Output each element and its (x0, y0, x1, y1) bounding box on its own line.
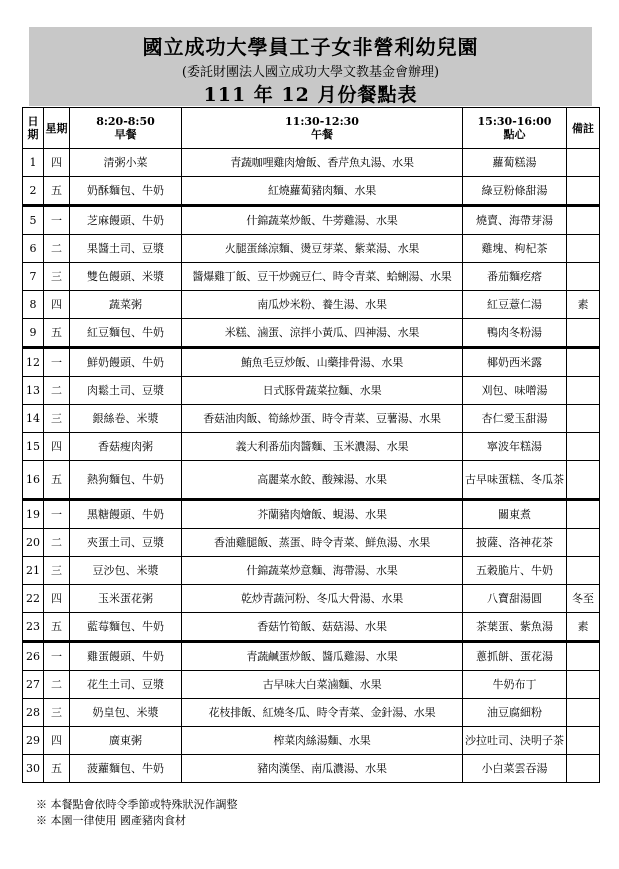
table-row (23, 149, 600, 177)
lunch-cell: 什錦蔬菜炒意麵、海帶湯、水果 (182, 557, 463, 585)
remark-cell (567, 149, 600, 177)
weekday-cell: 三 (44, 699, 70, 727)
date-header: 日 期 (23, 108, 44, 149)
breakfast-time: 8:20-8:50 (96, 115, 155, 128)
date-cell: 8 (23, 291, 44, 319)
weekday-cell: 三 (44, 405, 70, 433)
date-cell: 20 (23, 529, 44, 557)
remark-cell (567, 263, 600, 291)
lunch-time: 11:30-12:30 (285, 115, 359, 128)
lunch-cell: 高麗菜水餃、酸辣湯、水果 (182, 461, 463, 500)
remark-cell (567, 405, 600, 433)
breakfast-header (70, 108, 182, 149)
remark-cell (567, 319, 600, 348)
lunch-cell: 什錦蔬菜炒飯、牛蒡雞湯、水果 (182, 206, 463, 235)
table-row (23, 177, 600, 206)
weekday-cell: 四 (44, 585, 70, 613)
lunch-cell: 青蔬鹹蛋炒飯、醬瓜雞湯、水果 (182, 642, 463, 671)
breakfast-cell: 雙色饅頭、米漿 (70, 263, 182, 291)
breakfast-cell: 菠蘿麵包、牛奶 (70, 755, 182, 783)
snack-header (463, 108, 567, 149)
remark-cell (567, 206, 600, 235)
table-row (23, 348, 600, 377)
table-row (23, 755, 600, 783)
table-body (23, 149, 600, 783)
snack-cell: 寧波年糕湯 (463, 433, 567, 461)
date-cell: 29 (23, 727, 44, 755)
date-cell: 26 (23, 642, 44, 671)
lunch-cell: 日式豚骨蔬菜拉麵、水果 (182, 377, 463, 405)
weekday-cell: 一 (44, 500, 70, 529)
remark-cell (567, 235, 600, 263)
lunch-cell: 花枝排飯、紅燒冬瓜、時令青菜、金針湯、水果 (182, 699, 463, 727)
date-cell: 23 (23, 613, 44, 642)
snack-cell: 披薩、洛神花茶 (463, 529, 567, 557)
remark-cell: 冬至 (567, 585, 600, 613)
lunch-cell: 榨菜肉絲湯麵、水果 (182, 727, 463, 755)
breakfast-cell: 黑糖饅頭、牛奶 (70, 500, 182, 529)
breakfast-cell: 奶酥麵包、牛奶 (70, 177, 182, 206)
lunch-cell: 豬肉漢堡、南瓜濃湯、水果 (182, 755, 463, 783)
remark-cell (567, 348, 600, 377)
footnotes (36, 797, 238, 829)
snack-cell: 八寶甜湯圓 (463, 585, 567, 613)
remark-cell (567, 377, 600, 405)
table-row (23, 613, 600, 642)
snack-cell: 椰奶西米露 (463, 348, 567, 377)
snack-label: 點心 (503, 128, 526, 141)
lunch-header (182, 108, 463, 149)
weekday-cell: 四 (44, 291, 70, 319)
weekday-cell: 四 (44, 433, 70, 461)
snack-cell: 紅豆薏仁湯 (463, 291, 567, 319)
date-cell: 22 (23, 585, 44, 613)
table-row (23, 500, 600, 529)
date-cell: 19 (23, 500, 44, 529)
date-cell: 14 (23, 405, 44, 433)
remark-cell (567, 642, 600, 671)
date-cell: 27 (23, 671, 44, 699)
lunch-cell: 米糕、滷蛋、涼拌小黃瓜、四神湯、水果 (182, 319, 463, 348)
breakfast-cell: 清粥小菜 (70, 149, 182, 177)
weekday-cell: 五 (44, 755, 70, 783)
snack-cell: 綠豆粉條甜湯 (463, 177, 567, 206)
weekday-cell: 五 (44, 461, 70, 500)
snack-cell: 蔥抓餅、蛋花湯 (463, 642, 567, 671)
remark-cell (567, 433, 600, 461)
date-cell: 5 (23, 206, 44, 235)
snack-cell: 杏仁愛玉甜湯 (463, 405, 567, 433)
date-cell: 1 (23, 149, 44, 177)
snack-cell: 古早味蛋糕、冬瓜茶 (463, 461, 567, 500)
date-cell: 28 (23, 699, 44, 727)
remark-cell (567, 461, 600, 500)
snack-cell: 燒賣、海帶芽湯 (463, 206, 567, 235)
breakfast-cell: 雞蛋饅頭、牛奶 (70, 642, 182, 671)
footnote: ※ 本園一律使用 國產豬肉食材 (36, 814, 186, 827)
date-cell: 6 (23, 235, 44, 263)
footnote: ※ 本餐點會依時令季節或特殊狀況作調整 (36, 798, 238, 811)
remark-cell (567, 529, 600, 557)
snack-cell: 番茄麵疙瘩 (463, 263, 567, 291)
remark-cell (567, 671, 600, 699)
snack-cell: 刈包、味噌湯 (463, 377, 567, 405)
table-row (23, 235, 600, 263)
lunch-cell: 乾炒青蔬河粉、冬瓜大骨湯、水果 (182, 585, 463, 613)
lunch-cell: 鮪魚毛豆炒飯、山藥排骨湯、水果 (182, 348, 463, 377)
table-row (23, 263, 600, 291)
table-row (23, 461, 600, 500)
breakfast-cell: 香菇瘦肉粥 (70, 433, 182, 461)
menu-period: 111 年 12 月份餐點表 (203, 84, 418, 106)
weekday-cell: 五 (44, 319, 70, 348)
remark-cell: 素 (567, 613, 600, 642)
breakfast-cell: 廣東粥 (70, 727, 182, 755)
remark-cell (567, 177, 600, 206)
date-cell: 13 (23, 377, 44, 405)
snack-cell: 五穀脆片、牛奶 (463, 557, 567, 585)
snack-cell: 雞塊、枸杞茶 (463, 235, 567, 263)
table-row (23, 585, 600, 613)
lunch-cell: 義大利番茄肉醬麵、玉米濃湯、水果 (182, 433, 463, 461)
table-row (23, 727, 600, 755)
date-cell: 12 (23, 348, 44, 377)
breakfast-cell: 豆沙包、米漿 (70, 557, 182, 585)
lunch-label: 午餐 (311, 128, 333, 141)
table-row (23, 642, 600, 671)
lunch-cell: 香菇竹筍飯、菇菇湯、水果 (182, 613, 463, 642)
weekday-cell: 四 (44, 149, 70, 177)
organizer-subtitle: (委託財團法人國立成功大學文教基金會辦理) (181, 65, 440, 80)
remark-cell (567, 755, 600, 783)
remark-cell (567, 699, 600, 727)
table-row (23, 206, 600, 235)
breakfast-cell: 蔬菜粥 (70, 291, 182, 319)
breakfast-cell: 奶皇包、米漿 (70, 699, 182, 727)
breakfast-cell: 肉鬆土司、豆漿 (70, 377, 182, 405)
weekday-cell: 一 (44, 206, 70, 235)
snack-cell: 鴨肉冬粉湯 (463, 319, 567, 348)
weekday-cell: 一 (44, 642, 70, 671)
breakfast-cell: 紅豆麵包、牛奶 (70, 319, 182, 348)
lunch-cell: 香油雞腿飯、蒸蛋、時令青菜、鮮魚湯、水果 (182, 529, 463, 557)
weekday-cell: 五 (44, 177, 70, 206)
table-row (23, 699, 600, 727)
table-row (23, 433, 600, 461)
date-cell: 2 (23, 177, 44, 206)
date-cell: 21 (23, 557, 44, 585)
weekday-cell: 五 (44, 613, 70, 642)
weekday-cell: 二 (44, 377, 70, 405)
table-header-row (23, 108, 600, 149)
date-cell: 15 (23, 433, 44, 461)
snack-cell: 茶葉蛋、紫魚湯 (463, 613, 567, 642)
remark-cell (567, 727, 600, 755)
table-row (23, 405, 600, 433)
breakfast-cell: 夾蛋土司、豆漿 (70, 529, 182, 557)
lunch-cell: 古早味大白菜滷麵、水果 (182, 671, 463, 699)
breakfast-cell: 芝麻饅頭、牛奶 (70, 206, 182, 235)
lunch-cell: 醬爆雞丁飯、豆干炒豌豆仁、時令青菜、蛤蜊湯、水果 (182, 263, 463, 291)
table-row (23, 557, 600, 585)
weekday-header: 星期 (44, 108, 70, 149)
breakfast-label: 早餐 (114, 128, 137, 141)
weekday-cell: 一 (44, 348, 70, 377)
table-row (23, 319, 600, 348)
table-row (23, 291, 600, 319)
remark-cell (567, 500, 600, 529)
breakfast-cell: 玉米蛋花粥 (70, 585, 182, 613)
school-title: 國立成功大學員工子女非營利幼兒園 (142, 35, 479, 59)
remark-header: 備註 (567, 108, 600, 149)
weekday-cell: 三 (44, 557, 70, 585)
lunch-cell: 南瓜炒米粉、養生湯、水果 (182, 291, 463, 319)
table-row (23, 529, 600, 557)
weekday-cell: 二 (44, 235, 70, 263)
weekday-cell: 二 (44, 671, 70, 699)
snack-cell: 關東煮 (463, 500, 567, 529)
snack-cell: 蘿蔔糕湯 (463, 149, 567, 177)
date-cell: 30 (23, 755, 44, 783)
snack-cell: 油豆腐細粉 (463, 699, 567, 727)
breakfast-cell: 銀絲卷、米漿 (70, 405, 182, 433)
breakfast-cell: 果醬土司、豆漿 (70, 235, 182, 263)
breakfast-cell: 鮮奶饅頭、牛奶 (70, 348, 182, 377)
meal-table (22, 107, 600, 783)
date-cell: 7 (23, 263, 44, 291)
breakfast-cell: 熱狗麵包、牛奶 (70, 461, 182, 500)
snack-cell: 小白菜雲吞湯 (463, 755, 567, 783)
table-row (23, 377, 600, 405)
lunch-cell: 香菇油肉飯、筍絲炒蛋、時令青菜、豆薯湯、水果 (182, 405, 463, 433)
snack-cell: 沙拉吐司、決明子茶 (463, 727, 567, 755)
weekday-cell: 二 (44, 529, 70, 557)
remark-cell: 素 (567, 291, 600, 319)
lunch-cell: 火腿蛋絲涼麵、燙豆芽菜、紫菜湯、水果 (182, 235, 463, 263)
lunch-cell: 青蔬咖哩雞肉燴飯、香芹魚丸湯、水果 (182, 149, 463, 177)
lunch-cell: 芥蘭豬肉燴飯、蜆湯、水果 (182, 500, 463, 529)
weekday-cell: 四 (44, 727, 70, 755)
snack-time: 15:30-16:00 (477, 115, 552, 128)
date-cell: 16 (23, 461, 44, 500)
table-row (23, 671, 600, 699)
weekday-cell: 三 (44, 263, 70, 291)
breakfast-cell: 藍莓麵包、牛奶 (70, 613, 182, 642)
title-banner (29, 27, 592, 106)
breakfast-cell: 花生土司、豆漿 (70, 671, 182, 699)
remark-cell (567, 557, 600, 585)
snack-cell: 牛奶布丁 (463, 671, 567, 699)
lunch-cell: 紅燒蘿蔔豬肉麵、水果 (182, 177, 463, 206)
date-cell: 9 (23, 319, 44, 348)
